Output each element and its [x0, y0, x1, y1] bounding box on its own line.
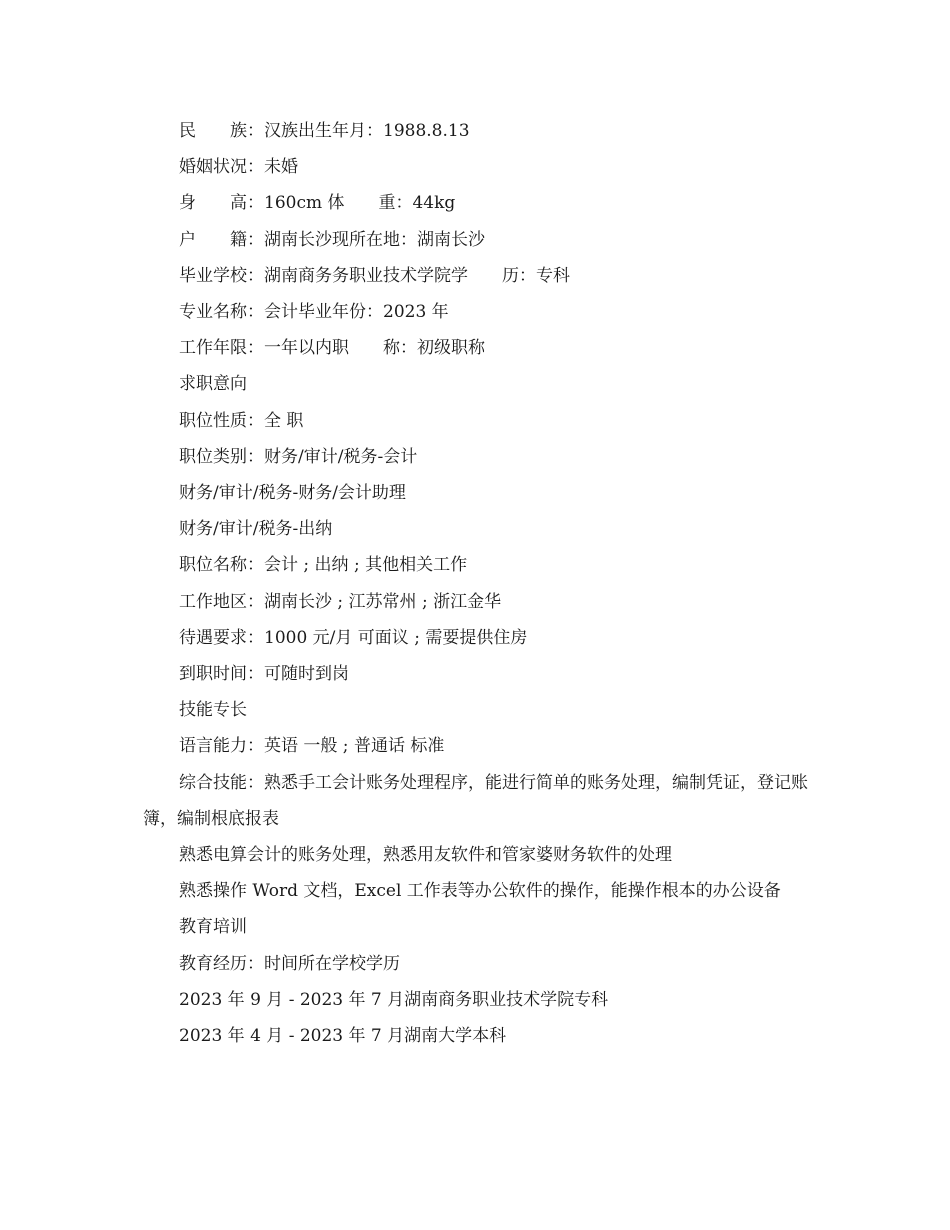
general-skills-paragraph: 综合技能：熟悉手工会计账务处理程序，能进行简单的账务处理，编制凭证，登记账簿，编制根底报表 — [143, 772, 808, 829]
major-graduation-line: 专业名称：会计毕业年份：2023 年 — [179, 302, 449, 323]
job-nature-line: 职位性质：全 职 — [179, 410, 304, 431]
section-heading-education: 教育培训 — [179, 917, 247, 938]
hometown-location-line: 户 籍：湖南长沙现所在地：湖南长沙 — [179, 229, 485, 250]
start-time-line: 到职时间：可随时到岗 — [179, 664, 349, 685]
ethnicity-birthdate-line: 民 族：汉族出生年月：1988.8.13 — [179, 121, 470, 141]
job-category-line: 职位类别：财务/审计/税务-会计 — [179, 446, 418, 467]
experience-title-line: 工作年限：一年以内职 称：初级职称 — [179, 338, 485, 359]
job-category-line-3: 财务/审计/税务-出纳 — [179, 519, 333, 540]
marital-status-line: 婚姻状况：未婚 — [179, 157, 298, 178]
accounting-software-line: 熟悉电算会计的账务处理，熟悉用友软件和管家婆财务软件的处理 — [179, 845, 672, 866]
education-header-line: 教育经历：时间所在学校学历 — [179, 953, 400, 974]
salary-requirement-line: 待遇要求：1000 元/月 可面议 ; 需要提供住房 — [179, 627, 528, 648]
education-entry-1: 2023 年 9 月 - 2023 年 7 月湖南商务职业技术学院专科 — [179, 989, 609, 1010]
height-weight-line: 身 高：160cm 体 重：44kg — [179, 193, 456, 214]
work-region-line: 工作地区：湖南长沙 ; 江苏常州 ; 浙江金华 — [179, 591, 502, 612]
resume-body — [143, 113, 808, 1054]
language-ability-line: 语言能力：英语 一般 ; 普通话 标准 — [179, 736, 445, 757]
school-education-line: 毕业学校：湖南商务务职业技术学院学 历：专科 — [179, 265, 570, 286]
education-entry-2: 2023 年 4 月 - 2023 年 7 月湖南大学本科 — [179, 1026, 507, 1047]
office-software-paragraph: 熟悉操作 Word 文档，Excel 工作表等办公软件的操作，能操作根本的办公设备 — [179, 881, 781, 902]
section-heading-job-intention: 求职意向 — [179, 374, 247, 395]
section-heading-skills: 技能专长 — [179, 700, 247, 721]
job-category-line-2: 财务/审计/税务-财务/会计助理 — [179, 483, 406, 504]
job-title-line: 职位名称：会计 ; 出纳 ; 其他相关工作 — [179, 555, 468, 576]
